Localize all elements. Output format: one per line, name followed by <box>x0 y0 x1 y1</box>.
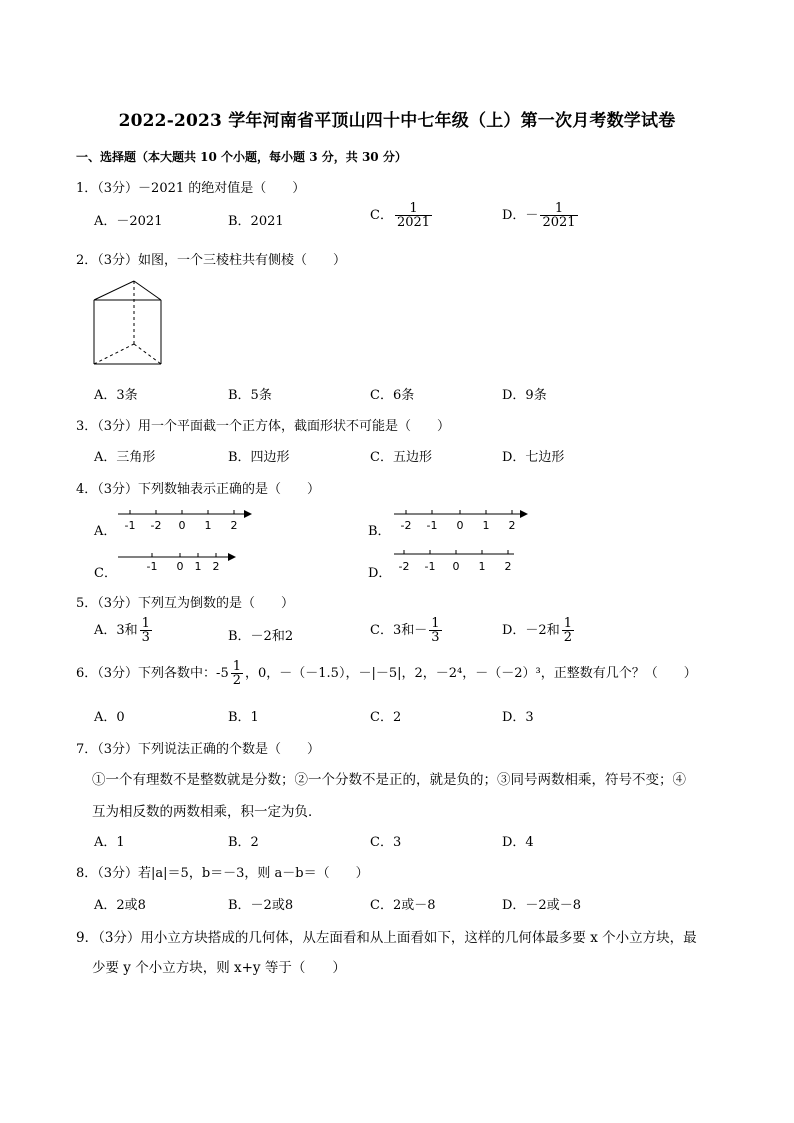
axis-b-tick-label: 1 <box>482 519 490 532</box>
q1-option-c-fraction: $\frac{1}{2021}$ <box>396 201 431 230</box>
q4-number-line-d <box>390 546 520 576</box>
axis-b-tick-label: -1 <box>426 519 438 532</box>
axis-d-tick-label: 2 <box>504 560 512 573</box>
question-9-line-2: 少要 y 个小立方块，则 x+y 等于（ ） <box>92 960 346 976</box>
axis-d-tick-label: 0 <box>452 560 460 573</box>
q7-statements-line-2: 互为相反数的两数相乘，积一定为负． <box>92 804 322 820</box>
q1-option-d-label: D．－ <box>502 208 539 223</box>
question-9-line-1: 9．（3分）用小立方块搭成的几何体，从左面看和从上面看如下，这样的几何体最多要 x 个小立方块，最 <box>76 930 697 946</box>
q3-option-d: D．七边形 <box>502 450 565 465</box>
q6-option-c: C．2 <box>370 710 402 725</box>
axis-c-tick-label: -1 <box>146 560 158 573</box>
question-2-stem: 2．（3分）如图，一个三棱柱共有侧棱（ ） <box>76 253 347 268</box>
page-title: 2022-2023 学年河南省平顶山四十中七年级（上）第一次月考数学试卷 <box>118 111 676 131</box>
q1-option-b: B．2021 <box>228 214 284 229</box>
question-4-stem: 4．（3分）下列数轴表示正确的是（ ） <box>76 482 321 497</box>
q5-option-c-fraction: $\frac{1}{3}$ <box>431 616 440 645</box>
axis-c-tick-label: 0 <box>176 560 184 573</box>
q7-statements-line-1: ①一个有理数不是整数就是分数；②一个分数不是正的，就是负的；③同号两数相乘，符号不变；④ <box>92 772 686 788</box>
q8-option-b: B．－2或8 <box>228 898 294 913</box>
q6-option-d: D．3 <box>502 710 534 725</box>
mixed-number-whole: -5 <box>216 666 229 681</box>
axis-b-tick-label: -2 <box>400 519 412 532</box>
question-8-stem: 8．（3分）若|a|＝5，b＝－3，则 a－b＝（ ） <box>76 866 369 881</box>
q8-option-d: D．－2或－8 <box>502 898 581 913</box>
question-5-stem: 5．（3分）下列互为倒数的是（ ） <box>76 596 295 611</box>
axis-c-tick-label: 2 <box>212 560 220 573</box>
axis-b-tick-label: 2 <box>508 519 516 532</box>
q6-option-b: B．1 <box>228 710 259 725</box>
question-3-stem: 3．（3分）用一个平面截一个正方体，截面形状不可能是（ ） <box>76 419 451 434</box>
q4-option-d-label: D． <box>368 566 392 581</box>
axis-a-tick-label: -1 <box>124 519 136 532</box>
q7-option-d: D．4 <box>502 835 534 850</box>
q5-option-a-fraction: $\frac{1}{3}$ <box>141 616 150 645</box>
q3-option-a: A．三角形 <box>94 450 156 465</box>
q4-number-line-b <box>392 505 532 535</box>
q4-option-c-label: C． <box>94 566 117 581</box>
q8-option-c: C．2或－8 <box>370 898 436 913</box>
question-6-stem: 6．（3分）下列各数中：-5 $\frac{1}{2}$ ，0，－（－1.5），－|－5|，2，－2⁴，－（－2）³，正整数有几个？（ ） <box>76 659 697 688</box>
axis-d-tick-label: -2 <box>398 560 410 573</box>
q5-option-a: A．3和 $\frac{1}{3}$ <box>94 616 150 645</box>
q2-option-c: C．6条 <box>370 388 415 403</box>
mixed-number-fraction: $\frac{1}{2}$ <box>232 659 241 688</box>
axis-d-tick-label: 1 <box>478 560 486 573</box>
q1-option-a: A．－2021 <box>94 214 163 229</box>
q1-option-c <box>370 202 434 229</box>
axis-a-tick-label: 2 <box>230 519 238 532</box>
section-heading: 一、选择题（本大题共 10 个小题，每小题 3 分，共 30 分） <box>76 150 407 164</box>
q4-number-line-c <box>116 548 240 576</box>
question-1-stem: 1．（3分）－2021 的绝对值是（ ） <box>76 181 306 196</box>
q2-option-d: D．9条 <box>502 388 547 403</box>
q1-option-c-label: C． <box>370 208 393 223</box>
q2-option-a: A．3条 <box>94 388 138 403</box>
q6-option-a: A．0 <box>94 710 125 725</box>
q5-option-b: B．－2和2 <box>228 629 294 644</box>
q7-option-b: B．2 <box>228 835 259 850</box>
axis-a-tick-label: 1 <box>204 519 212 532</box>
triangular-prism-figure <box>88 278 168 370</box>
q8-option-a: A．2或8 <box>94 898 146 913</box>
axis-c-tick-label: 1 <box>194 560 202 573</box>
q1-option-d <box>502 202 580 229</box>
q7-option-c: C．3 <box>370 835 402 850</box>
axis-b-tick-label: 0 <box>456 519 464 532</box>
axis-a-tick-label: -2 <box>150 519 162 532</box>
q3-option-b: B．四边形 <box>228 450 290 465</box>
axis-a-tick-label: 0 <box>178 519 186 532</box>
q1-option-d-fraction: $\frac{1}{2021}$ <box>542 201 576 230</box>
q3-option-c: C．五边形 <box>370 450 432 465</box>
q5-option-d-fraction: $\frac{1}{2}$ <box>563 616 572 645</box>
q4-option-a-label: A． <box>94 524 117 539</box>
q2-option-b: B．5条 <box>228 388 272 403</box>
axis-d-tick-label: -1 <box>424 560 436 573</box>
q4-number-line-a <box>116 505 256 535</box>
question-7-stem: 7．（3分）下列说法正确的个数是（ ） <box>76 742 321 757</box>
q7-option-a: A．1 <box>94 835 125 850</box>
q4-option-b-label: B． <box>368 524 391 539</box>
q5-option-c: C．3和－ $\frac{1}{3}$ <box>370 616 440 645</box>
q5-option-d: D．－2和 $\frac{1}{2}$ <box>502 616 572 645</box>
